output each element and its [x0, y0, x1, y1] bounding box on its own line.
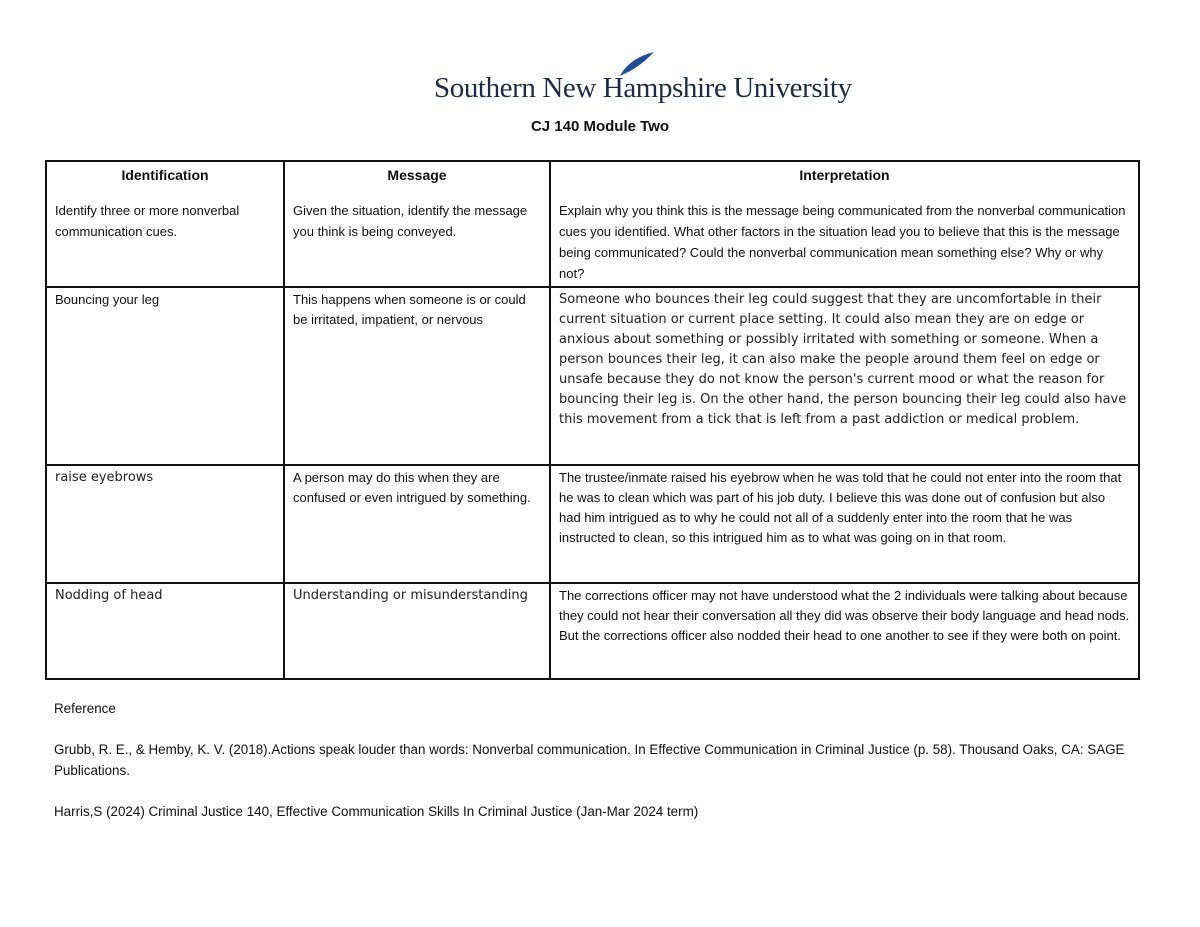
university-logo — [434, 50, 852, 106]
identification-cell: Bouncing your leg — [46, 287, 284, 465]
column-description: Identify three or more nonverbal communication cues. — [55, 203, 240, 239]
column-title: Message — [387, 167, 447, 183]
table-header-row — [46, 161, 1139, 287]
references-heading: Reference — [54, 701, 116, 716]
header-cell-identification — [46, 161, 284, 287]
column-title: Identification — [121, 167, 209, 183]
reference-item: Harris,S (2024) Criminal Justice 140, Effective Communication Skills In Criminal Justice (Jan-Mar 2024 term) — [54, 804, 699, 819]
nonverbal-cues-table — [45, 160, 1140, 680]
column-description: Given the situation, identify the message you think is being conveyed. — [293, 203, 528, 239]
table-row — [46, 583, 1139, 679]
identification-cell: Nodding of head — [46, 583, 284, 679]
header-cell-interpretation — [550, 161, 1139, 287]
column-title: Interpretation — [799, 167, 890, 183]
column-description: Explain why you think this is the message being communicated from the nonverbal communication cues you identified. What other factors in the situation lead you to believe that this is the message being communicated? Could the nonverbal communication mean something else? Why or why not? — [559, 203, 1126, 281]
references-section — [54, 698, 1154, 822]
reference-item: Grubb, R. E., & Hemby, K. V. (2018).Actions speak louder than words: Nonverbal communication. In Effective Communication in Criminal Justice (p. 58). Thousand Oaks, CA: SAGE Publications. — [54, 742, 1125, 778]
message-cell: This happens when someone is or could be irritated, impatient, or nervous — [284, 287, 550, 465]
interpretation-cell: The trustee/inmate raised his eyebrow when he was told that he could not enter into the room that he was to clean which was part of his job duty. I believe this was done out of confusion but also had him intrigued as to why he could not all of a suddenly enter into the room that he was instructed to clean, so this intrigued him as to what was going on in that room. — [550, 465, 1139, 583]
leaf-icon — [616, 50, 656, 80]
message-cell: A person may do this when they are confused or even intrigued by something. — [284, 465, 550, 583]
interpretation-cell: The corrections officer may not have understood what the 2 individuals were talking about because they could not hear their conversation all they did was observe their body language and head nods. But the corrections officer also nodded their head to one another to see if they were both on point. — [550, 583, 1139, 679]
header-cell-message — [284, 161, 550, 287]
message-cell: Understanding or misunderstanding — [284, 583, 550, 679]
logo-wordmark: Southern New Hampshire University — [434, 72, 852, 104]
interpretation-cell: Someone who bounces their leg could suggest that they are uncomfortable in their current situation or current place setting. It could also mean they are on edge or anxious about something or possibly irritated with something or someone. When a person bounces their leg, it can also make the people around them feel on edge or unsafe because they do not know the person's current mood or what the reason for bouncing their leg is. On the other hand, the person bouncing their leg could also have this movement from a tick that is left from a past addiction or medical problem. — [550, 287, 1139, 465]
table-row — [46, 287, 1139, 465]
identification-cell: raise eyebrows — [46, 465, 284, 583]
document-title: CJ 140 Module Two — [530, 118, 670, 135]
table-row — [46, 465, 1139, 583]
